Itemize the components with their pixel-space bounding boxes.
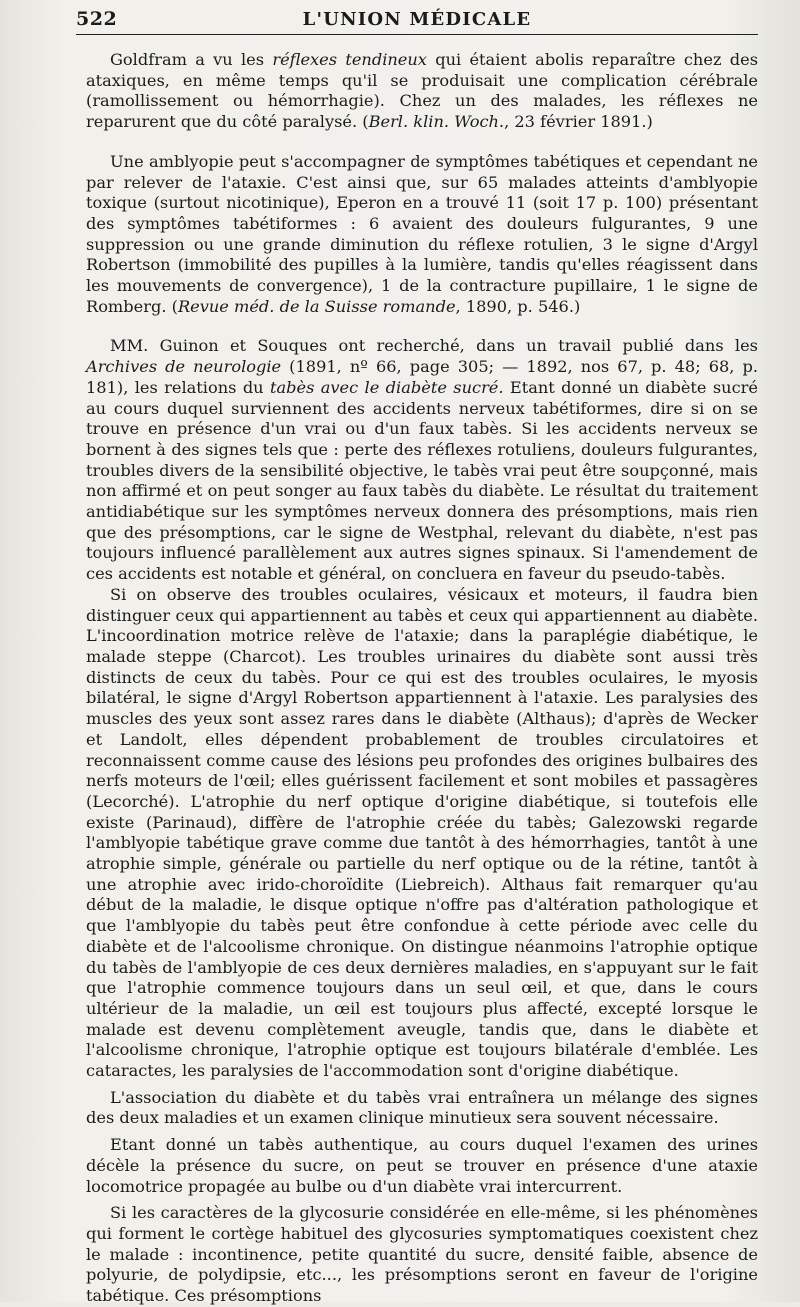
page-number: 522 (76, 8, 118, 30)
paragraph-troubles-oculaires: Si on observe des troubles oculaires, vésicaux et moteurs, il faudra bien distinguer ceux qui appartiennent au tabès et ceux qui appartiennent au diabète. L'incoordination motrice relève de l'ataxie; dans la paraplégie diabétique, le malade steppe (Charcot). Les troubles urinaires du diabète sont aussi très distincts de ceux du tabès. Pour ce qui est des troubles oculaires, le myosis bilatéral, le signe d'Argyl Robertson appartiennent à l'ataxie. Les paralysies des muscles des yeux sont assez rares dans le diabète (Althaus); d'après de Wecker et Landolt, elles dépendent probablement de troubles circulatoires et reconnaissent comme cause des lésions peu profondes des origines bulbaires des nerfs moteurs de l'œil; elles guérissent facilement et sont mobiles et passagères (Lecorché). L'atrophie du nerf optique d'origine diabétique, si toutefois elle existe (Parinaud), diffère de l'atrophie créée du tabès; Galezowski regarde l'amblyopie tabétique grave comme due tantôt à des hémorrhagies, tantôt à une atrophie simple, générale ou partielle du nerf optique ou de la rétine, tantôt à une atrophie avec irido-choroïdite (Liebreich). Althaus fait remarquer qu'au début de la maladie, le disque optique n'offre pas d'altération pathologique et que l'amblyopie du tabès peut être confondue à cette période avec celle du diabète et de l'alcoolisme chronique. On distingue néanmoins l'atrophie optique du tabès de l'amblyopie de ces deux dernières maladies, en s'appuyant sur le fait que l'atrophie commence toujours dans un seul œil, et que, dans le cours ultérieur de la maladie, un œil est toujours plus affecté, excepté lorsque le malade est devenu complètement aveugle, tandis que, dans le diabète et l'alcoolisme chronique, l'atrophie optique est toujours bilatérale d'emblée. Les cataractes, les paralysies de l'accommodation sont d'origine diabétique. (86, 584, 758, 1081)
paragraph-amblyopie: Une amblyopie peut s'accompagner de symptômes tabétiques et cependant ne par relever de l'ataxie. C'est ainsi que, sur 65 malades atteints d'amblyopie toxique (surtout nicotinique), Eperon en a trouvé 11 (soit 17 p. 100) présentant des symptômes tabétiformes : 6 avaient des douleurs fulgurantes, 9 une suppression ou une grande diminution du réflexe rotulien, 3 le signe d'Argyl Robertson (immobilité des pupilles à la lumière, tandis qu'elles réagissent dans les mouvements de convergence), 1 de la contracture pupillaire, 1 le signe de Romberg. (Revue méd. de la Suisse romande, 1890, p. 546.) (86, 151, 758, 316)
paragraph-tabes-authentique: Etant donné un tabès authentique, au cours duquel l'examen des urines décèle la présence du sucre, on peut se trouver en présence d'une ataxie locomotrice propagée au bulbe ou d'un diabète vrai intercurrent. (86, 1135, 758, 1196)
paragraph-glycosurie: Si les caractères de la glycosurie considérée en elle-même, si les phénomènes qui forment le cortège habituel des glycosuries symptomatiques coexistent chez le malade : incontinence, petite quantité du sucre, densité faible, absence de polyurie, de polydipsie, etc..., les présomptions seront en faveur de l'origine tabétique. Ces présomptions (86, 1203, 758, 1306)
paragraph-guinon-souques: MM. Guinon et Souques ont recherché, dans un travail publié dans les Archives de neurologie (1891, nº 66, page 305; — 1892, nos 67, p. 48; 68, p. 181), les relations du tabès avec le diabète sucré. Etant donné un diabète sucré au cours duquel surviennent des accidents nerveux tabétiformes, dire si on se trouve en présence d'un vrai ou d'un faux tabès. Si les accidents nerveux se bornent à des signes tels que : perte des réflexes rotuliens, douleurs fulgurantes, troubles divers de la sensibilité objective, le tabès vrai peut être soupçonné, mais non affirmé et on peut songer au faux tabès du diabète. Le résultat du traitement antidiabétique sur les symptômes nerveux donnera des présomptions, mais rien que des présomptions, car le signe de Westphal, relevant du diabète, n'est pas toujours influencé parallèlement aux autres signes spinaux. Si l'amendement de ces accidents est notable et général, on concluera en faveur du pseudo-tabès. (86, 336, 758, 584)
running-header (76, 6, 758, 35)
paragraph-association: L'association du diabète et du tabès vrai entraînera un mélange des signes des deux maladies et un examen clinique minutieux sera souvent nécessaire. (86, 1087, 758, 1128)
paragraph-goldfram: Goldfram a vu les réflexes tendineux qui étaient abolis reparaître chez des ataxiques, en même temps qu'il se produisait une complication cérébrale (ramollissement ou hémorrhagie). Chez un des malades, les réflexes ne reparurent que du côté paralysé. (Berl. klin. Woch., 23 février 1891.) (86, 50, 758, 132)
article-body (86, 50, 758, 1307)
journal-title: L'UNION MÉDICALE (302, 9, 532, 30)
